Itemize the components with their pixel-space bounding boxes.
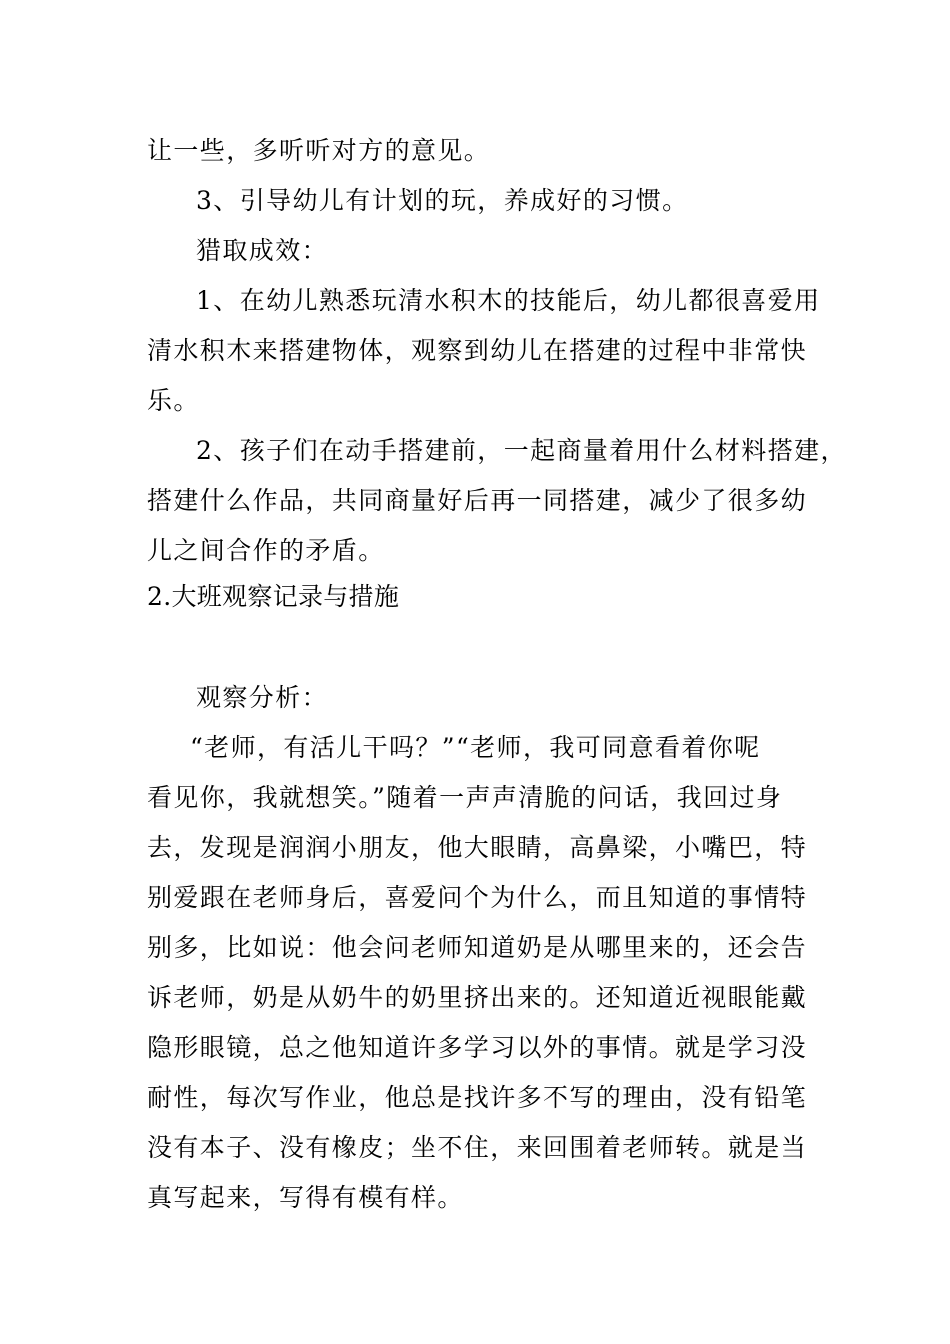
text-line: 真写起来，写得有模有样。 <box>147 1183 464 1212</box>
text-line: 去，发现是润润小朋友，他大眼睛，高鼻梁，小嘴巴，特 <box>147 833 808 862</box>
section-heading: 2.大班观察记录与措施 <box>147 582 400 611</box>
text-line: 别多，比如说：他会问老师知道奶是从哪里来的，还会告 <box>147 933 808 962</box>
text-line: 看见你，我就想笑。”随着一声声清脆的问话，我回过身 <box>147 783 783 812</box>
text-line: 1、在幼儿熟悉玩清水积木的技能后，幼儿都很喜爱用 <box>196 286 821 315</box>
text-line: 清水积木来搭建物体，观察到幼儿在搭建的过程中非常快 <box>147 336 808 365</box>
text-line: 观察分析： <box>196 683 329 712</box>
text-line: “老师，有活儿干吗？”“老师，我可同意看着你呢 <box>190 733 761 762</box>
text-line: 耐性，每次写作业，他总是找许多不写的理由，没有铅笔 <box>147 1083 808 1112</box>
text-line: 3、引导幼儿有计划的玩，养成好的习惯。 <box>196 186 689 215</box>
text-line: 别爱跟在老师身后，喜爱问个为什么，而且知道的事情特 <box>147 883 808 912</box>
text-line: 乐。 <box>147 386 200 415</box>
text-line: 搭建什么作品，共同商量好后再一同搭建，减少了很多幼 <box>147 486 808 515</box>
text-line: 猎取成效： <box>196 236 329 265</box>
text-line: 让一些，多听听对方的意见。 <box>147 136 491 165</box>
text-line: 没有本子、没有橡皮；坐不住，来回围着老师转。就是当 <box>147 1133 808 1162</box>
text-line: 2、孩子们在动手搭建前，一起商量着用什么材料搭建， <box>196 436 847 465</box>
text-line: 隐形眼镜，总之他知道许多学习以外的事情。就是学习没 <box>147 1033 808 1062</box>
text-line: 儿之间合作的矛盾。 <box>147 536 385 565</box>
text-line: 诉老师，奶是从奶牛的奶里挤出来的。还知道近视眼能戴 <box>147 983 808 1012</box>
